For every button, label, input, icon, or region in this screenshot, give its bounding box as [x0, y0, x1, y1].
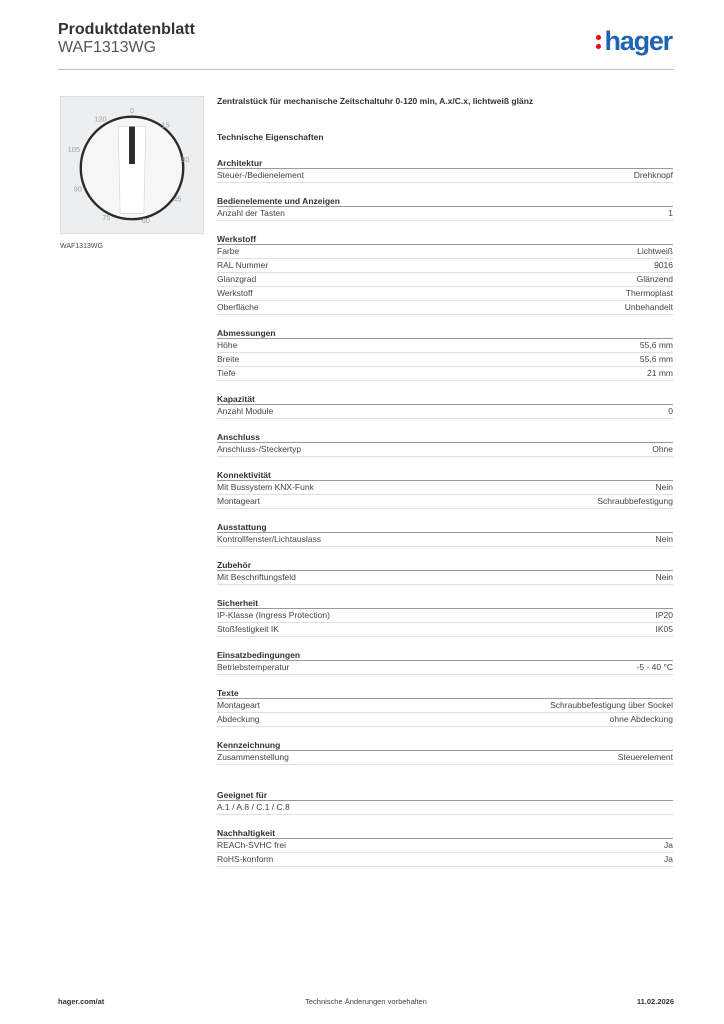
spec-value: 9016 [654, 260, 673, 270]
dial-label: 15 [161, 120, 170, 130]
spec-row [217, 839, 673, 853]
spec-label: Zusammenstellung [217, 752, 289, 762]
spec-row [217, 207, 673, 221]
spec-value: ohne Abdeckung [609, 714, 673, 724]
dial-label: 60 [141, 216, 150, 226]
document-subtitle: WAF1313WG [58, 39, 157, 56]
spec-row [217, 481, 673, 495]
logo-dots-icon [596, 32, 602, 52]
section-title: Konnektivität [217, 469, 673, 481]
spec-row [217, 245, 673, 259]
spec-label: Tiefe [217, 368, 236, 378]
document-title: Produktdatenblatt [58, 21, 195, 38]
spec-row [217, 353, 673, 367]
spec-label: Werkstoff [217, 288, 253, 298]
spec-label: Steuer-/Bedienelement [217, 170, 304, 180]
spec-value: -5 - 40 °C [636, 662, 673, 672]
spec-value: 1 [668, 208, 673, 218]
dial-pointer [129, 127, 135, 164]
spec-value: Schraubbefestigung über Sockel [550, 700, 673, 710]
spec-label: Farbe [217, 246, 240, 256]
spec-row [217, 169, 673, 183]
spec-label: RoHS-konform [217, 854, 274, 864]
spec-row [217, 713, 673, 727]
spec-section [217, 157, 673, 183]
spec-row [217, 301, 673, 315]
spec-row [217, 339, 673, 353]
timer-dial-image [61, 97, 203, 233]
spec-row [217, 801, 673, 815]
spec-section [217, 739, 673, 765]
specs-column [217, 96, 673, 867]
section-title: Sicherheit [217, 597, 673, 609]
spec-label: Glanzgrad [217, 274, 257, 284]
logo-text: hager [604, 26, 672, 56]
section-title: Werkstoff [217, 233, 673, 245]
spec-row [217, 273, 673, 287]
spec-value: Glänzend [636, 274, 673, 284]
spec-section [217, 431, 673, 457]
spec-label: IP-Klasse (Ingress Protection) [217, 610, 330, 620]
technical-properties-heading: Technische Eigenschaften [217, 132, 324, 142]
spec-section [217, 195, 673, 221]
spec-row [217, 259, 673, 273]
spec-section [217, 597, 673, 637]
spec-value: 55,6 mm [639, 354, 673, 364]
spec-section [217, 327, 673, 381]
spec-value: Schraubbefestigung [597, 496, 673, 506]
spec-label: RAL Nummer [217, 260, 269, 270]
hager-logo [596, 24, 672, 58]
section-title: Abmessungen [217, 327, 673, 339]
spec-section [217, 789, 673, 815]
dial-label: 45 [173, 194, 182, 204]
product-description: Zentralstück für mechanische Zeitschaltuhr 0-120 min, A.x/C.x, lichtweiß glänz [217, 96, 534, 106]
spec-label: Oberfläche [217, 302, 259, 312]
spec-section [217, 559, 673, 585]
spec-label: Anschluss-/Steckertyp [217, 444, 302, 454]
spec-value: IK05 [655, 624, 673, 634]
spec-section [217, 469, 673, 509]
footer-date: 11.02.2026 [636, 997, 674, 1006]
spec-label: Montageart [217, 496, 260, 506]
section-title: Kapazität [217, 393, 673, 405]
spec-row [217, 495, 673, 509]
dial-label: 120 [94, 114, 107, 124]
spec-label: REACh-SVHC frei [217, 840, 286, 850]
section-title: Geeignet für [217, 789, 673, 801]
spec-section [217, 521, 673, 547]
spec-section [217, 827, 673, 867]
spec-value: Drehknopf [633, 170, 673, 180]
image-caption: WAF1313WG [60, 243, 103, 250]
spec-section [217, 393, 673, 419]
section-title: Bedienelemente und Anzeigen [217, 195, 673, 207]
spec-value: Ja [664, 854, 673, 864]
spec-row [217, 443, 673, 457]
spec-sections [217, 157, 673, 867]
spec-row [217, 699, 673, 713]
spec-value: Unbehandelt [624, 302, 673, 312]
spec-label: Stoßfestigkeit IK [217, 624, 279, 634]
spec-label: Anzahl der Tasten [217, 208, 285, 218]
dial-label: 90 [73, 184, 82, 194]
footer-note: Technische Änderungen vorbehalten [305, 997, 427, 1006]
spec-row [217, 661, 673, 675]
spec-value: Ja [664, 840, 673, 850]
spec-row [217, 367, 673, 381]
spec-label: Kontrollfenster/Lichtauslass [217, 534, 321, 544]
spec-section [217, 233, 673, 315]
spec-row [217, 853, 673, 867]
spec-value: 55,6 mm [639, 340, 673, 350]
spec-row [217, 533, 673, 547]
footer-website: hager.com/at [58, 997, 105, 1006]
spec-label: Betriebstemperatur [217, 662, 290, 672]
spec-label: A.1 / A.8 / C.1 / C.8 [217, 802, 290, 812]
spec-row [217, 571, 673, 585]
section-title: Anschluss [217, 431, 673, 443]
spec-label: Höhe [217, 340, 238, 350]
spec-label: Montageart [217, 700, 260, 710]
section-title: Zubehör [217, 559, 673, 571]
section-title: Architektur [217, 157, 673, 169]
dial-label: 30 [181, 155, 190, 165]
spec-value: Ohne [652, 444, 673, 454]
spec-row [217, 287, 673, 301]
section-title: Nachhaltigkeit [217, 827, 673, 839]
spec-label: Anzahl Module [217, 406, 274, 416]
spec-value: Nein [655, 482, 673, 492]
spec-value: Nein [655, 572, 673, 582]
page-header [58, 20, 674, 70]
spec-section [217, 687, 673, 727]
spec-row [217, 751, 673, 765]
spec-value: IP20 [655, 610, 673, 620]
product-image [60, 96, 204, 234]
spec-section [217, 649, 673, 675]
dial-label: 75 [102, 213, 111, 223]
dial-label: 105 [67, 145, 81, 155]
spec-value: 21 mm [647, 368, 673, 378]
spec-value: Thermoplast [625, 288, 673, 298]
spec-label: Breite [217, 354, 240, 364]
spec-label: Mit Beschriftungsfeld [217, 572, 296, 582]
spec-value: 0 [668, 406, 673, 416]
section-title: Einsatzbedingungen [217, 649, 673, 661]
spec-row [217, 609, 673, 623]
spec-row [217, 405, 673, 419]
spec-value: Lichtweiß [637, 246, 673, 256]
spec-value: Steuerelement [617, 752, 673, 762]
spec-row [217, 623, 673, 637]
section-title: Ausstattung [217, 521, 673, 533]
spec-value: Nein [655, 534, 673, 544]
section-title: Kennzeichnung [217, 739, 673, 751]
dial-label: 0 [129, 105, 135, 115]
section-title: Texte [217, 687, 673, 699]
spec-label: Abdeckung [217, 714, 260, 724]
spec-label: Mit Bussystem KNX-Funk [217, 482, 314, 492]
